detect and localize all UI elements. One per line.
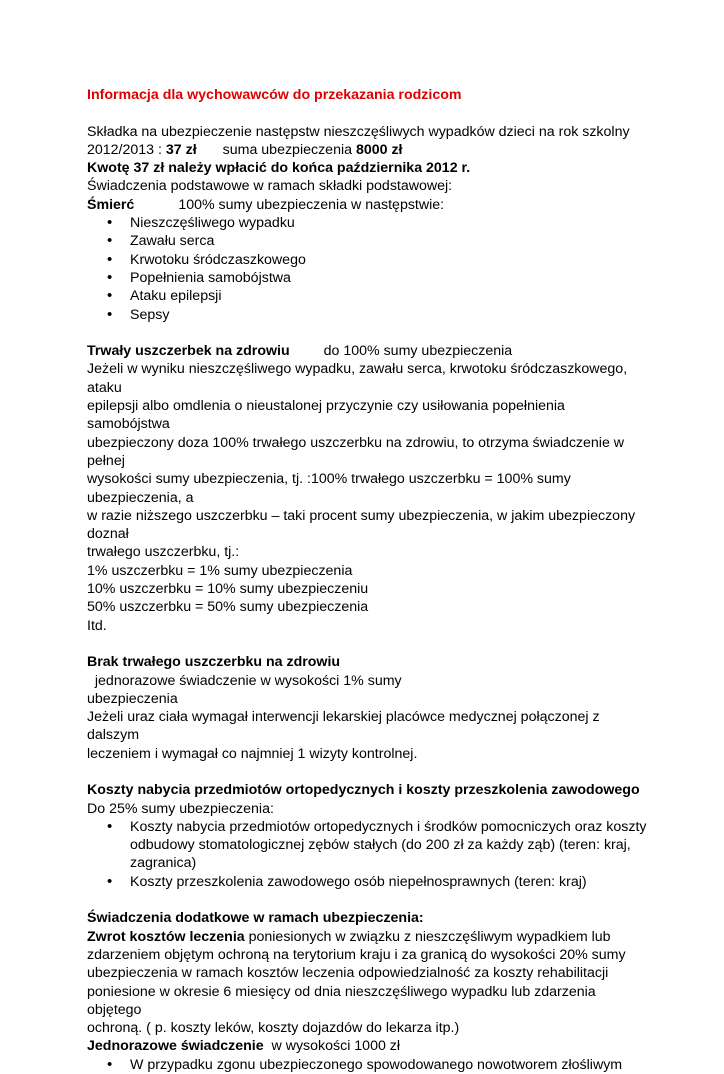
no-permanent-heading: Brak trwałego uszczerbku na zdrowiu (87, 654, 341, 671)
list-item: • W przypadku zgonu ubezpieczonego spowodowanego nowotworem złośliwym (87, 1056, 647, 1074)
list-item (87, 873, 647, 891)
orthopedic-heading: Koszty nabycia przedmiotów ortopedycznych i koszty przeszkolenia zawodowego (87, 782, 640, 799)
list-item-line: zagranica) (130, 855, 197, 872)
paragraph-line: ochroną. ( p. koszty leków, koszty dojazdów do lekarza itp.) (87, 1020, 460, 1037)
list-item: • Sepsy (87, 306, 647, 324)
death-label: Śmierć (87, 196, 135, 213)
paragraph-line: 1% uszczerbku = 1% sumy ubezpieczenia (87, 562, 353, 579)
death-causes-list (87, 214, 647, 324)
intro-line: Składka na ubezpieczenie następstw nieszczęśliwych wypadków dzieci na rok szkolny (87, 123, 630, 140)
paragraph-line: 50% uszczerbku = 50% sumy ubezpieczenia (87, 599, 369, 616)
paragraph-line: ubezpieczony doza 100% trwałego uszczerbku na zdrowiu, to otrzyma świadczenie w pełnej (87, 434, 625, 469)
paragraph-line: 10% uszczerbku = 10% sumy ubezpieczeniu (87, 581, 369, 598)
list-item: • Zawału serca (87, 232, 647, 250)
paragraph-line: leczeniem i wymagał co najmniej 1 wizyty kontrolnej. (87, 745, 418, 762)
paragraph-line: Jeżeli uraz ciała wymagał interwencji lekarskiej placówce medycznej połączonej z dalszym (87, 709, 600, 744)
paragraph-line: Itd. (87, 617, 107, 634)
paragraph-line: epilepsji albo omdlenia o nieustalonej przyczynie czy usiłowania popełnienia samobójstwa (87, 398, 565, 433)
list-item-line: odbudowy stomatologicznej zębów stałych (do 200 zł za każdy ząb) (teren: kraj, (130, 837, 631, 854)
reimbursement-label: Zwrot kosztów leczenia (87, 928, 245, 945)
no-permanent-heading-line (87, 653, 647, 690)
list-item (87, 818, 647, 873)
sum-label: suma ubezpieczenia (222, 141, 356, 158)
oneoff-text: w wysokości 1000 zł (263, 1038, 401, 1055)
orthopedic-list (87, 818, 647, 891)
page-title: Informacja dla wychowawców do przekazania rodzicom (87, 87, 462, 103)
payment-deadline: Kwotę 37 zł należy wpłacić do końca października 2012 r. (87, 160, 471, 177)
permanent-heading-line (87, 342, 647, 360)
list-item: • Krwotoku śródczaszkowego (87, 251, 647, 269)
paragraph-line: zdarzeniem objętym ochroną na terytorium kraju i za granicą do wysokości 20% sumy (87, 946, 626, 963)
document-body (87, 86, 647, 1074)
premium-amount: 37 zł (165, 141, 197, 158)
paragraph-line: w razie niższego uszczerbku – taki procent sumy ubezpieczenia, w jakim ubezpieczony doznał (87, 507, 636, 543)
list-item-line: • Koszty przeszkolenia zawodowego osób niepełnosprawnych (teren: kraj) (130, 873, 587, 890)
paragraph-line: wysokości sumy ubezpieczenia, tj. :100% trwałego uszczerbku = 100% sumy ubezpieczenia, a (87, 471, 571, 506)
reimbursement-text: poniesionych w związku z nieszczęśliwym wypadkiem lub (244, 928, 611, 945)
paragraph-line: poniesione w okresie 6 miesięcy od dnia nieszczęśliwego wypadku lub zdarzenia objętego (87, 983, 596, 1018)
basic-benefits-label: Świadczenia podstawowe w ramach składki podstawowej: (87, 178, 453, 195)
paragraph-line: Jeżeli w wyniku nieszczęśliwego wypadku, zawału serca, krwotoku śródczaszkowego, ataku (87, 361, 628, 396)
additional-heading: Świadczenia dodatkowe w ramach ubezpieczenia: (87, 910, 424, 927)
paragraph-line: ubezpieczenia (87, 690, 178, 707)
sum-insured: 8000 zł (355, 141, 403, 158)
death-benefit-line (87, 196, 647, 214)
permanent-heading-note: do 100% sumy ubezpieczenia (323, 343, 513, 360)
list-item-line: • Koszty nabycia przedmiotów ortopedycznych i środków pomocniczych oraz koszty (130, 818, 647, 835)
orthopedic-subheading: Do 25% sumy ubezpieczenia: (87, 800, 274, 817)
oneoff-line (87, 1037, 647, 1055)
reimbursement-line (87, 928, 647, 946)
paragraph-line: ubezpieczenia w ramach kosztów leczenia odpowiedzialność za koszty rehabilitacji (87, 965, 609, 982)
list-item: • Popełnienia samobójstwa (87, 269, 647, 287)
paragraph-line: trwałego uszczerbku, tj.: (87, 544, 240, 561)
death-text: 100% sumy ubezpieczenia w następstwie: (178, 196, 445, 213)
no-permanent-heading-note: jednorazowe świadczenie w wysokości 1% sumy (87, 672, 402, 689)
intro-amount-line (87, 141, 647, 159)
school-year: 2012/2013 : (87, 141, 166, 158)
permanent-heading: Trwały uszczerbek na zdrowiu (87, 343, 290, 360)
list-item: • Ataku epilepsji (87, 287, 647, 305)
list-item: • Nieszczęśliwego wypadku (87, 214, 647, 232)
oneoff-list (87, 1056, 647, 1074)
oneoff-label: Jednorazowe świadczenie (87, 1038, 264, 1055)
